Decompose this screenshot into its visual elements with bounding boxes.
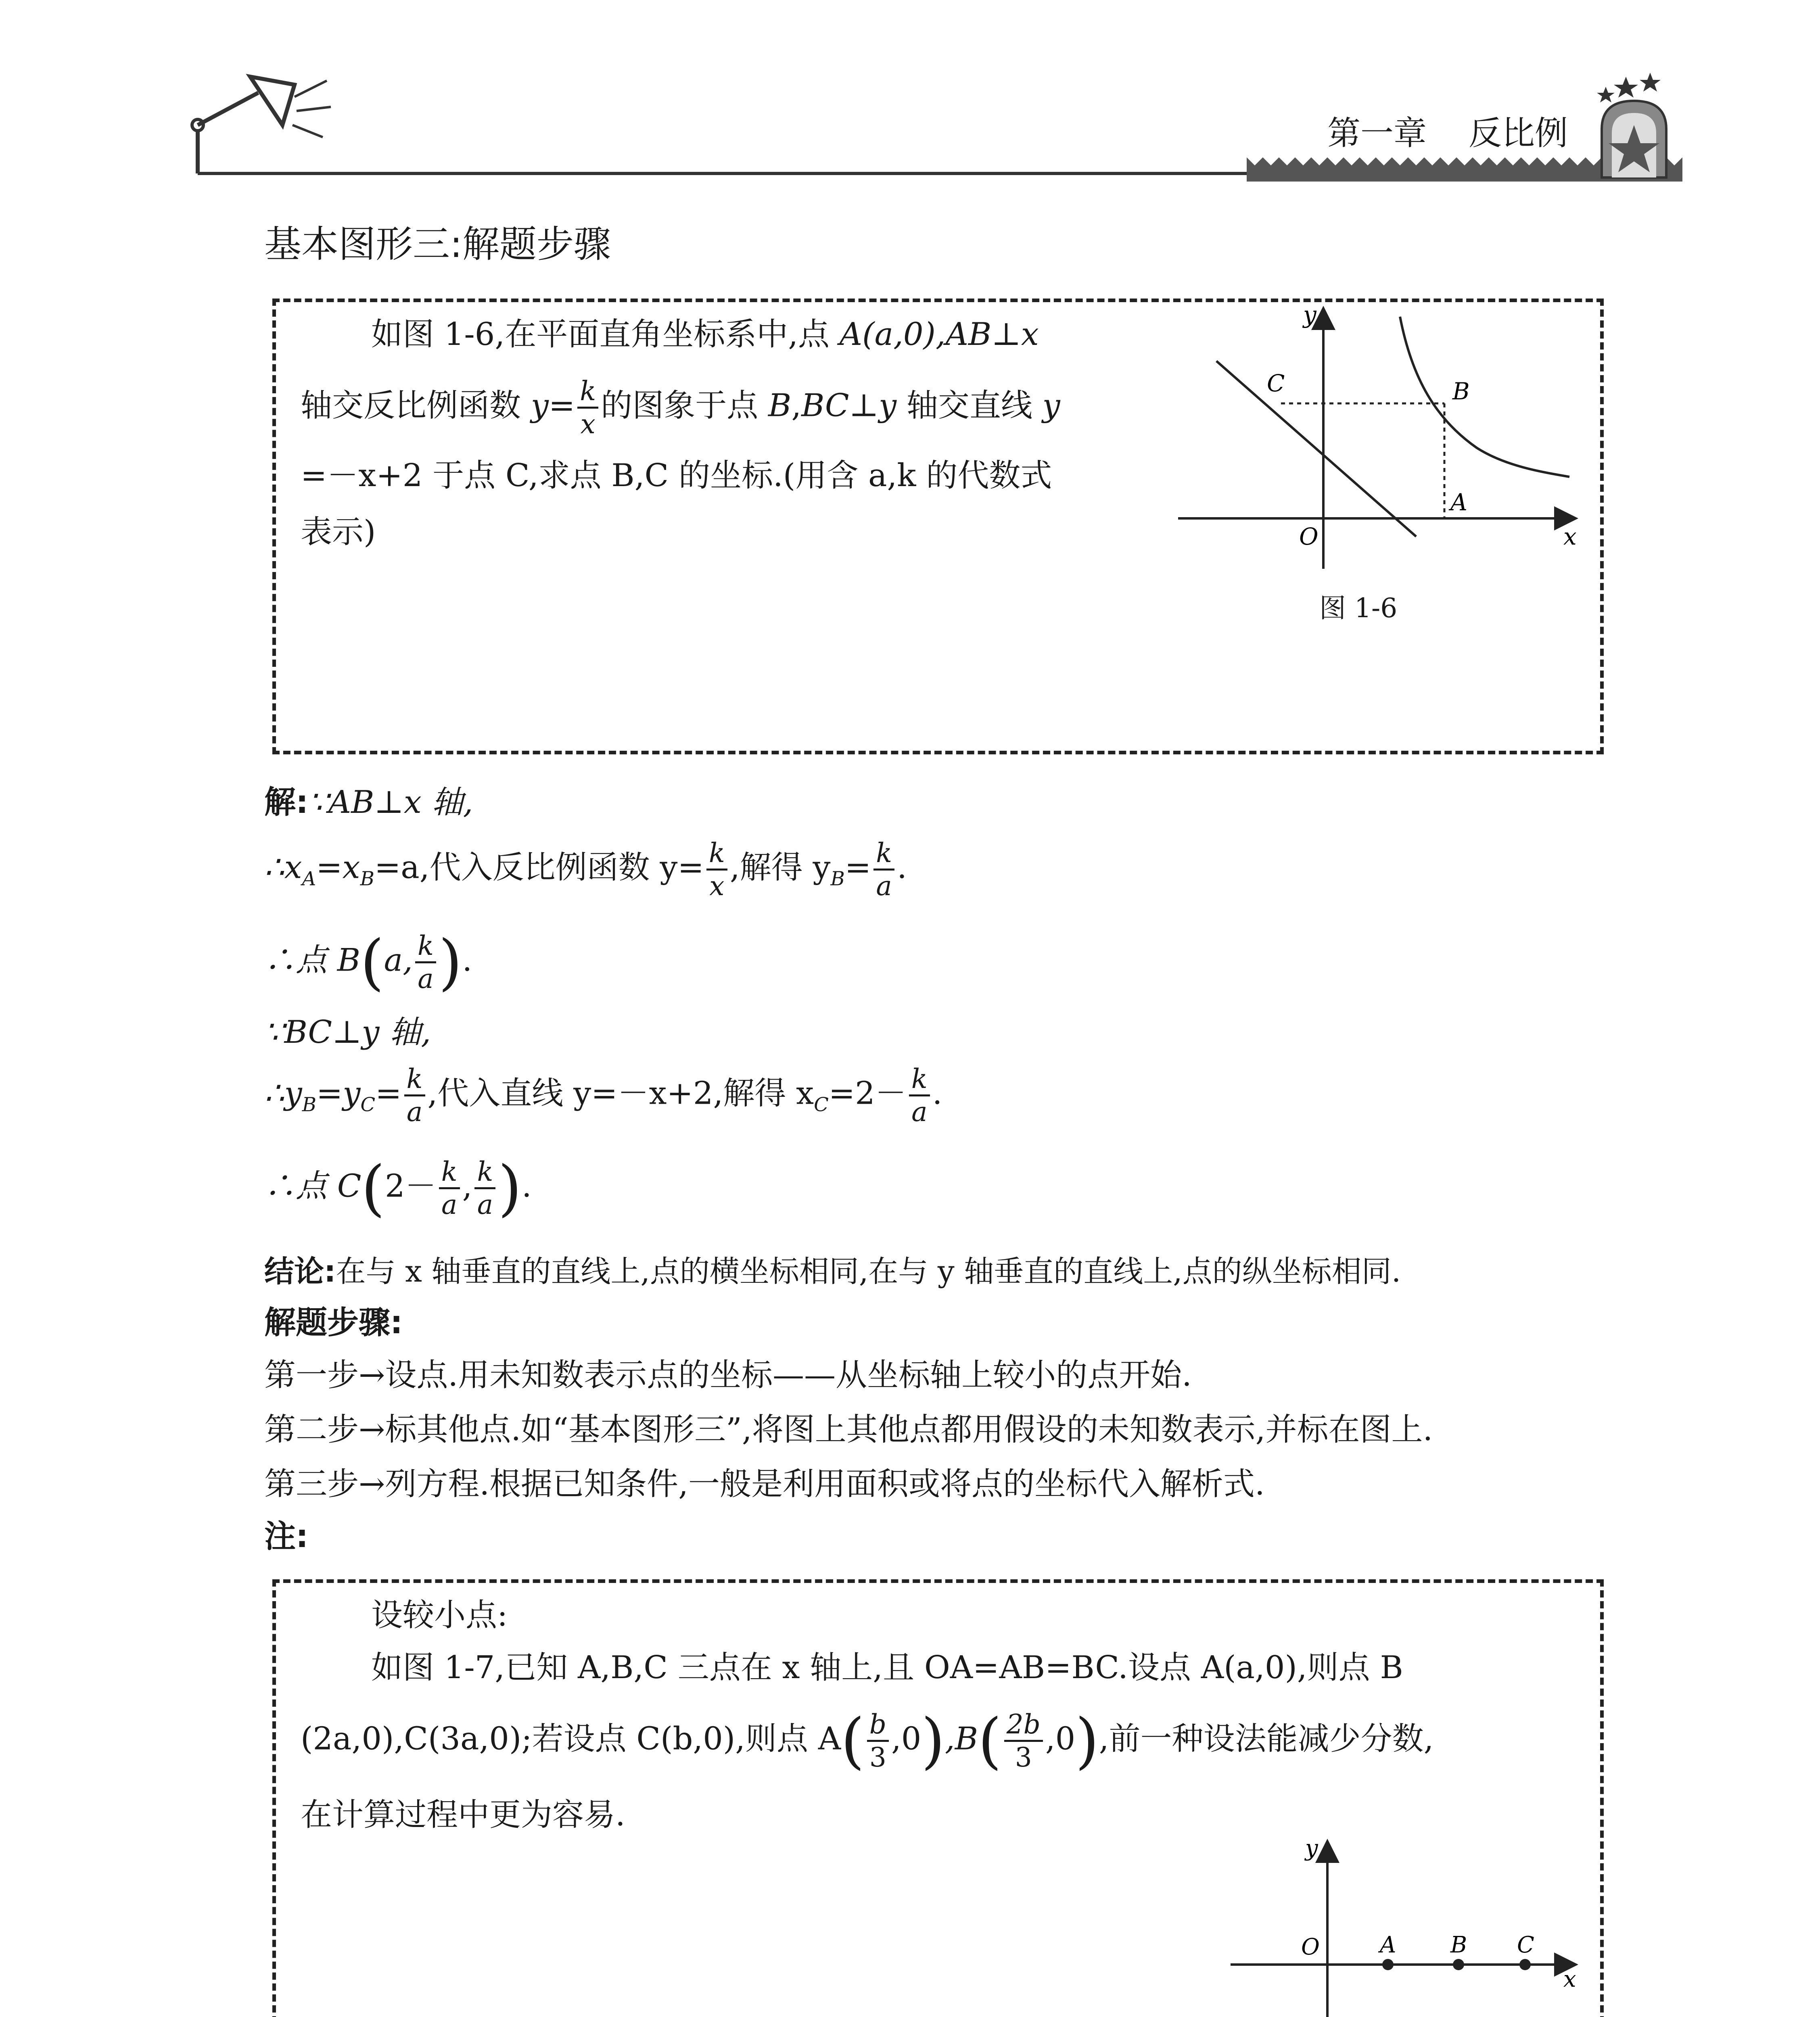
paren: ) xyxy=(498,1153,522,1224)
math-text: =2－ xyxy=(828,1075,907,1112)
problem-line-2 xyxy=(301,377,1060,438)
point-a-dot xyxy=(1382,1959,1394,1970)
desk-lamp-icon xyxy=(192,77,331,173)
problem-line-4: 表示) xyxy=(301,514,376,550)
note-text: ,0 xyxy=(891,1721,921,1757)
page-header xyxy=(190,61,1707,182)
note-line-2: (2a,0),C(3a,0);若设点 C(b,0),则点 A( $\frac{b}{3}$ ,0),B( $\frac{2b}{3}$ ,0),前一种设法能减少分数, xyxy=(301,1706,1434,1776)
note-text: ,0 xyxy=(1045,1721,1076,1757)
fraction: $\frac{k}{a}$ xyxy=(439,1158,460,1219)
solution-text: ∵AB⊥x 轴, xyxy=(308,784,473,821)
solution-line-4: ∵BC⊥y 轴, xyxy=(264,1014,431,1050)
problem-text: 如图 1-6,在平面直角坐标系中,点 xyxy=(371,316,840,353)
fig6-label-b: B xyxy=(1452,378,1470,405)
subscript: B xyxy=(302,1093,316,1116)
solution-line-3 xyxy=(264,927,472,998)
var-x: x xyxy=(1021,316,1039,353)
fraction: $\frac{k}{a}$ xyxy=(404,1065,425,1126)
fraction: $\frac{k}{a}$ xyxy=(873,839,894,900)
math-text: 2－ xyxy=(385,1168,437,1205)
step-1: 第一步→设点.用未知数表示点的坐标——从坐标轴上较小的点开始. xyxy=(264,1357,1192,1393)
math-text: ,解得 y xyxy=(729,849,831,886)
note-line-1: 如图 1-7,已知 A,B,C 三点在 x 轴上,且 OA=AB=BC.设点 A(a,0),则点 B xyxy=(371,1650,1403,1686)
note-title: 设较小点: xyxy=(371,1597,508,1633)
solution-line-6 xyxy=(264,1153,532,1224)
point-b-dot xyxy=(1453,1959,1464,1970)
math-text: =x xyxy=(316,849,360,886)
line-y-eq-neg-x-plus-2 xyxy=(1216,361,1416,537)
fig7-label-y: y xyxy=(1305,1835,1318,1861)
equals: = xyxy=(548,387,575,424)
math-text: ∴点 B xyxy=(264,942,361,979)
fig6-label-a: A xyxy=(1450,489,1467,516)
perp-symbol: ⊥ xyxy=(849,387,879,424)
hyperbola-curve xyxy=(1400,317,1569,477)
fig6-label-o: O xyxy=(1299,523,1319,550)
paren: ( xyxy=(360,927,384,998)
subscript: C xyxy=(360,1093,376,1116)
fig7-label-b: B xyxy=(1450,1932,1467,1958)
problem-text: 轴交反比例函数 xyxy=(301,387,531,424)
note-line-3: 在计算过程中更为容易. xyxy=(301,1797,625,1833)
note-text: (2a,0),C(3a,0);若设点 C(b,0),则点 A xyxy=(301,1721,841,1757)
figure-1-7 xyxy=(1222,1831,1586,2017)
solution-label: 解: xyxy=(264,784,309,821)
math-text: . xyxy=(897,849,907,886)
fig6-label-c: C xyxy=(1267,370,1285,397)
var-y: y xyxy=(531,387,549,424)
steps-label: 解题步骤: xyxy=(264,1305,403,1341)
problem-text: 轴交直线 xyxy=(896,387,1043,424)
chapter-title: 反比例 xyxy=(1469,114,1568,152)
math-text: . xyxy=(462,942,472,979)
figure-1-6-caption: 图 1-6 xyxy=(1319,593,1398,624)
math-text: . xyxy=(932,1075,942,1112)
math-text: = xyxy=(844,849,871,886)
point-a: A xyxy=(839,316,863,353)
problem-line-3: =－x+2 于点 C,求点 B,C 的坐标.(用含 a,k 的代数式 xyxy=(301,457,1052,494)
comma: , xyxy=(462,1168,472,1205)
subscript: B xyxy=(360,867,374,890)
chapter-number: 第一章 xyxy=(1327,114,1427,152)
step-3: 第三步→列方程.根据已知条件,一般是利用面积或将点的坐标代入解析式. xyxy=(264,1466,1265,1502)
var-y: y xyxy=(1042,387,1060,424)
math-text: . xyxy=(521,1168,532,1205)
point-c-dot xyxy=(1519,1959,1531,1970)
fraction: $\frac{2b}{3}$ xyxy=(1004,1710,1043,1772)
note-text: ,B xyxy=(944,1721,978,1757)
solution-line-5 xyxy=(264,1065,942,1126)
paren: ( xyxy=(361,1153,385,1224)
fraction-k-over-x: $\frac{k}{x}$ xyxy=(577,377,598,438)
fig7-label-a: A xyxy=(1380,1932,1396,1958)
step-2: 第二步→标其他点.如“基本图形三”,将图上其他点都用假设的未知数表示,并标在图上. xyxy=(264,1411,1433,1448)
subscript: B xyxy=(830,867,845,890)
conclusion-label: 结论: xyxy=(264,1254,336,1289)
math-text: a, xyxy=(384,942,413,979)
fraction: $\frac{k}{a}$ xyxy=(415,932,436,993)
fig7-label-o: O xyxy=(1301,1934,1320,1960)
coord-a: (a,0), xyxy=(862,316,946,353)
math-text: = xyxy=(375,1075,402,1112)
segment-ab: AB xyxy=(945,316,992,353)
perp-symbol: ⊥ xyxy=(991,316,1021,353)
problem-text: 的图象于点 xyxy=(601,387,769,424)
math-text: ∴y xyxy=(264,1075,302,1112)
fig6-label-y: y xyxy=(1303,301,1316,328)
paren: ) xyxy=(438,927,462,998)
subscript: C xyxy=(814,1093,829,1116)
fig6-label-x: x xyxy=(1563,523,1577,550)
star-badge-icon xyxy=(1597,73,1666,177)
subscript: A xyxy=(302,867,316,890)
note-label: 注: xyxy=(264,1518,309,1555)
math-text: ∴x xyxy=(264,849,302,886)
math-text: =a,代入反比例函数 y= xyxy=(374,849,704,886)
fraction: $\frac{k}{a}$ xyxy=(474,1158,495,1219)
var-y: y xyxy=(878,387,897,424)
solution-line-2 xyxy=(264,839,907,900)
fig7-label-x: x xyxy=(1563,1966,1576,1992)
problem-line-1 xyxy=(371,316,1039,353)
section-title: 基本图形三:解题步骤 xyxy=(264,223,611,266)
conclusion-line xyxy=(264,1254,1401,1289)
fig7-label-c: C xyxy=(1517,1932,1534,1958)
segment-bc: BC xyxy=(801,387,849,424)
point-b: B xyxy=(768,387,792,424)
fraction: $\frac{k}{a}$ xyxy=(909,1065,930,1126)
figure-1-6 xyxy=(1170,299,1590,589)
math-text: ,代入直线 y=－x+2,解得 x xyxy=(427,1075,814,1112)
fraction: $\frac{k}{x}$ xyxy=(706,839,727,900)
math-text: =y xyxy=(316,1075,361,1112)
math-text: ∴点 C xyxy=(264,1168,361,1205)
conclusion-text: 在与 x 轴垂直的直线上,点的横坐标相同,在与 y 轴垂直的直线上,点的纵坐标相同. xyxy=(336,1254,1401,1289)
comma: , xyxy=(791,387,802,424)
fraction: $\frac{b}{3}$ xyxy=(867,1710,889,1772)
solution-line-1 xyxy=(264,784,473,821)
note-text: ,前一种设法能减少分数, xyxy=(1099,1721,1434,1757)
